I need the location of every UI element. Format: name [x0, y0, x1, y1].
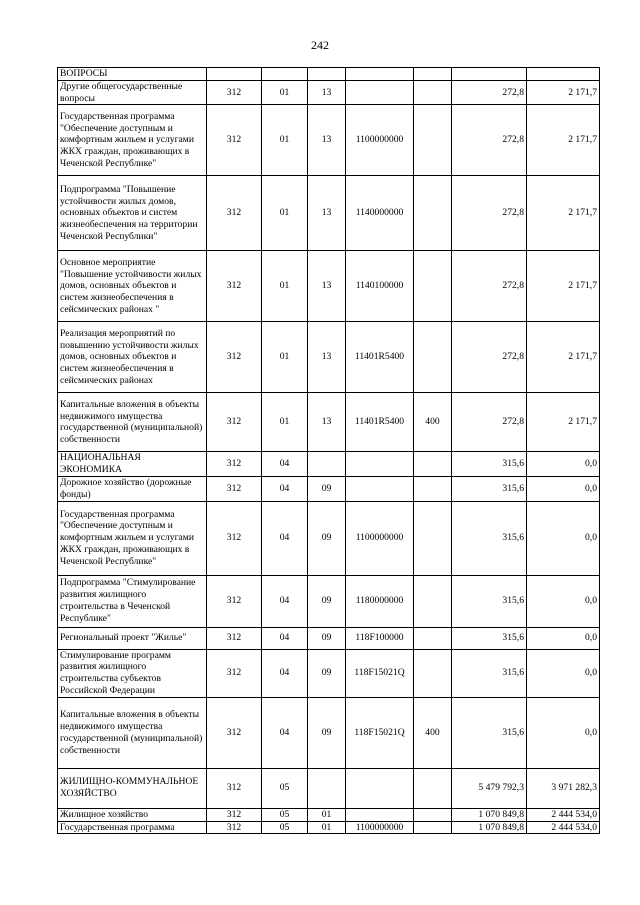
cell-name: Государственная программа "Обеспечение доступным и комфортным жильем и услугами ЖКХ граждан, проживающих в Чеченской Республике" — [58, 501, 207, 575]
cell-ved: 312 — [207, 322, 262, 393]
cell-name: Основное мероприятие "Повышение устойчивости жилых домов, основных объектов и систем жизнеобеспечения в сейсмических районах " — [58, 251, 207, 322]
cell-expense-type — [414, 649, 452, 697]
cell-expense-type — [414, 821, 452, 834]
cell-name: Дорожное хозяйство (дорожные фонды) — [58, 476, 207, 501]
cell-sum-year-2 — [527, 68, 600, 81]
cell-sum-year-2: 2 171,7 — [527, 176, 600, 251]
cell-podrazdel: 01 — [308, 808, 346, 821]
cell-name: Жилищное хозяйство — [58, 808, 207, 821]
cell-name: Капитальные вложения в объекты недвижимого имущества государственной (муниципальной) собственности — [58, 393, 207, 452]
cell-name: ВОПРОСЫ — [58, 68, 207, 81]
cell-podrazdel: 13 — [308, 80, 346, 105]
cell-target-article — [346, 476, 414, 501]
cell-podrazdel — [308, 68, 346, 81]
cell-sum-year-1: 315,6 — [452, 697, 527, 768]
cell-podrazdel: 13 — [308, 322, 346, 393]
cell-target-article: 1100000000 — [346, 821, 414, 834]
cell-razdel: 04 — [262, 697, 308, 768]
cell-target-article: 118F15021Q — [346, 697, 414, 768]
cell-ved: 312 — [207, 80, 262, 105]
cell-ved: 312 — [207, 808, 262, 821]
cell-sum-year-1: 315,6 — [452, 476, 527, 501]
cell-razdel: 04 — [262, 476, 308, 501]
table-row — [58, 452, 600, 477]
cell-target-article: 118F15021Q — [346, 649, 414, 697]
cell-expense-type — [414, 627, 452, 649]
cell-expense-type — [414, 322, 452, 393]
cell-sum-year-1: 315,6 — [452, 452, 527, 477]
cell-ved: 312 — [207, 476, 262, 501]
cell-sum-year-2: 3 971 282,3 — [527, 768, 600, 808]
cell-sum-year-2: 2 171,7 — [527, 393, 600, 452]
cell-sum-year-2: 2 444 534,0 — [527, 821, 600, 834]
cell-sum-year-1: 272,8 — [452, 105, 527, 176]
cell-ved — [207, 68, 262, 81]
cell-razdel: 01 — [262, 176, 308, 251]
cell-ved: 312 — [207, 501, 262, 575]
table-row — [58, 322, 600, 393]
table-row — [58, 176, 600, 251]
cell-razdel: 04 — [262, 649, 308, 697]
cell-ved: 312 — [207, 452, 262, 477]
cell-sum-year-1: 1 070 849,8 — [452, 821, 527, 834]
cell-ved: 312 — [207, 251, 262, 322]
cell-target-article — [346, 768, 414, 808]
cell-sum-year-1: 5 479 792,3 — [452, 768, 527, 808]
table-row — [58, 821, 600, 834]
cell-razdel: 01 — [262, 393, 308, 452]
cell-sum-year-2: 2 171,7 — [527, 322, 600, 393]
cell-sum-year-2: 0,0 — [527, 627, 600, 649]
cell-expense-type — [414, 176, 452, 251]
page-number: 242 — [311, 38, 329, 52]
cell-ved: 312 — [207, 649, 262, 697]
table-row — [58, 697, 600, 768]
cell-ved: 312 — [207, 176, 262, 251]
table-row — [58, 501, 600, 575]
cell-expense-type — [414, 452, 452, 477]
cell-razdel: 05 — [262, 821, 308, 834]
cell-expense-type — [414, 80, 452, 105]
cell-expense-type — [414, 808, 452, 821]
budget-table-body — [58, 68, 600, 834]
cell-name: Подпрограмма "Повышение устойчивости жилых домов, основных объектов и систем жизнеобеспечения на территории Чеченской Республики" — [58, 176, 207, 251]
cell-razdel: 01 — [262, 251, 308, 322]
cell-sum-year-2: 0,0 — [527, 476, 600, 501]
cell-sum-year-2: 0,0 — [527, 501, 600, 575]
cell-sum-year-2: 0,0 — [527, 697, 600, 768]
cell-razdel: 01 — [262, 80, 308, 105]
cell-sum-year-1: 315,6 — [452, 627, 527, 649]
cell-razdel: 04 — [262, 575, 308, 627]
cell-sum-year-1: 272,8 — [452, 393, 527, 452]
table-row — [58, 251, 600, 322]
cell-podrazdel: 09 — [308, 649, 346, 697]
cell-sum-year-1: 315,6 — [452, 575, 527, 627]
cell-target-article — [346, 808, 414, 821]
table-row — [58, 649, 600, 697]
cell-razdel: 01 — [262, 322, 308, 393]
cell-podrazdel: 09 — [308, 697, 346, 768]
cell-target-article: 1140100000 — [346, 251, 414, 322]
cell-sum-year-1: 315,6 — [452, 649, 527, 697]
cell-target-article: 11401R5400 — [346, 322, 414, 393]
cell-name: Государственная программа "Обеспечение доступным и комфортным жильем и услугами ЖКХ граждан, проживающих в Чеченской Республике" — [58, 105, 207, 176]
table-row — [58, 627, 600, 649]
cell-name: НАЦИОНАЛЬНАЯ ЭКОНОМИКА — [58, 452, 207, 477]
table-row — [58, 80, 600, 105]
cell-target-article — [346, 80, 414, 105]
table-row — [58, 393, 600, 452]
cell-sum-year-1: 315,6 — [452, 501, 527, 575]
cell-podrazdel: 13 — [308, 176, 346, 251]
cell-target-article: 118F100000 — [346, 627, 414, 649]
cell-target-article: 11401R5400 — [346, 393, 414, 452]
cell-sum-year-2: 0,0 — [527, 649, 600, 697]
cell-podrazdel: 01 — [308, 821, 346, 834]
cell-sum-year-2: 0,0 — [527, 575, 600, 627]
cell-sum-year-2: 2 171,7 — [527, 105, 600, 176]
cell-razdel: 04 — [262, 627, 308, 649]
cell-razdel: 05 — [262, 808, 308, 821]
table-row — [58, 476, 600, 501]
cell-expense-type — [414, 251, 452, 322]
cell-podrazdel: 09 — [308, 575, 346, 627]
cell-razdel: 04 — [262, 501, 308, 575]
cell-name: Другие общегосударственные вопросы — [58, 80, 207, 105]
cell-expense-type — [414, 575, 452, 627]
cell-target-article: 1140000000 — [346, 176, 414, 251]
cell-podrazdel — [308, 452, 346, 477]
table-row — [58, 768, 600, 808]
cell-name: Капитальные вложения в объекты недвижимого имущества государственной (муниципальной) собственности — [58, 697, 207, 768]
cell-podrazdel: 09 — [308, 501, 346, 575]
cell-sum-year-1: 1 070 849,8 — [452, 808, 527, 821]
cell-name: Региональный проект "Жилье" — [58, 627, 207, 649]
cell-ved: 312 — [207, 697, 262, 768]
cell-razdel: 01 — [262, 105, 308, 176]
cell-target-article: 1100000000 — [346, 501, 414, 575]
cell-expense-type: 400 — [414, 697, 452, 768]
cell-podrazdel: 13 — [308, 393, 346, 452]
cell-target-article: 1100000000 — [346, 105, 414, 176]
cell-ved: 312 — [207, 393, 262, 452]
cell-target-article — [346, 68, 414, 81]
cell-name: Реализация мероприятий по повышению устойчивости жилых домов, основных объектов и систем жизнеобеспечения в сейсмических районах — [58, 322, 207, 393]
cell-podrazdel: 13 — [308, 251, 346, 322]
cell-podrazdel — [308, 768, 346, 808]
table-row — [58, 575, 600, 627]
table-row — [58, 68, 600, 81]
cell-ved: 312 — [207, 575, 262, 627]
cell-target-article — [346, 452, 414, 477]
cell-name: Стимулирование программ развития жилищного строительства субъектов Российской Федерации — [58, 649, 207, 697]
budget-table — [57, 67, 600, 834]
cell-sum-year-2: 2 444 534,0 — [527, 808, 600, 821]
cell-target-article: 1180000000 — [346, 575, 414, 627]
cell-podrazdel: 09 — [308, 627, 346, 649]
cell-sum-year-1: 272,8 — [452, 176, 527, 251]
cell-name: ЖИЛИЩНО-КОММУНАЛЬНОЕ ХОЗЯЙСТВО — [58, 768, 207, 808]
cell-sum-year-1: 272,8 — [452, 251, 527, 322]
cell-ved: 312 — [207, 627, 262, 649]
cell-sum-year-1: 272,8 — [452, 322, 527, 393]
table-row — [58, 105, 600, 176]
cell-podrazdel: 13 — [308, 105, 346, 176]
cell-name: Подпрограмма "Стимулирование развития жилищного строительства в Чеченской Республике" — [58, 575, 207, 627]
cell-sum-year-2: 0,0 — [527, 452, 600, 477]
cell-razdel: 05 — [262, 768, 308, 808]
cell-sum-year-1 — [452, 68, 527, 81]
cell-podrazdel: 09 — [308, 476, 346, 501]
table-row — [58, 808, 600, 821]
cell-expense-type — [414, 501, 452, 575]
cell-ved: 312 — [207, 768, 262, 808]
cell-sum-year-2: 2 171,7 — [527, 251, 600, 322]
cell-expense-type — [414, 68, 452, 81]
cell-expense-type — [414, 768, 452, 808]
cell-ved: 312 — [207, 821, 262, 834]
cell-expense-type: 400 — [414, 393, 452, 452]
cell-sum-year-1: 272,8 — [452, 80, 527, 105]
cell-ved: 312 — [207, 105, 262, 176]
cell-name: Государственная программа — [58, 821, 207, 834]
cell-razdel: 04 — [262, 452, 308, 477]
cell-razdel — [262, 68, 308, 81]
cell-expense-type — [414, 105, 452, 176]
cell-expense-type — [414, 476, 452, 501]
cell-sum-year-2: 2 171,7 — [527, 80, 600, 105]
